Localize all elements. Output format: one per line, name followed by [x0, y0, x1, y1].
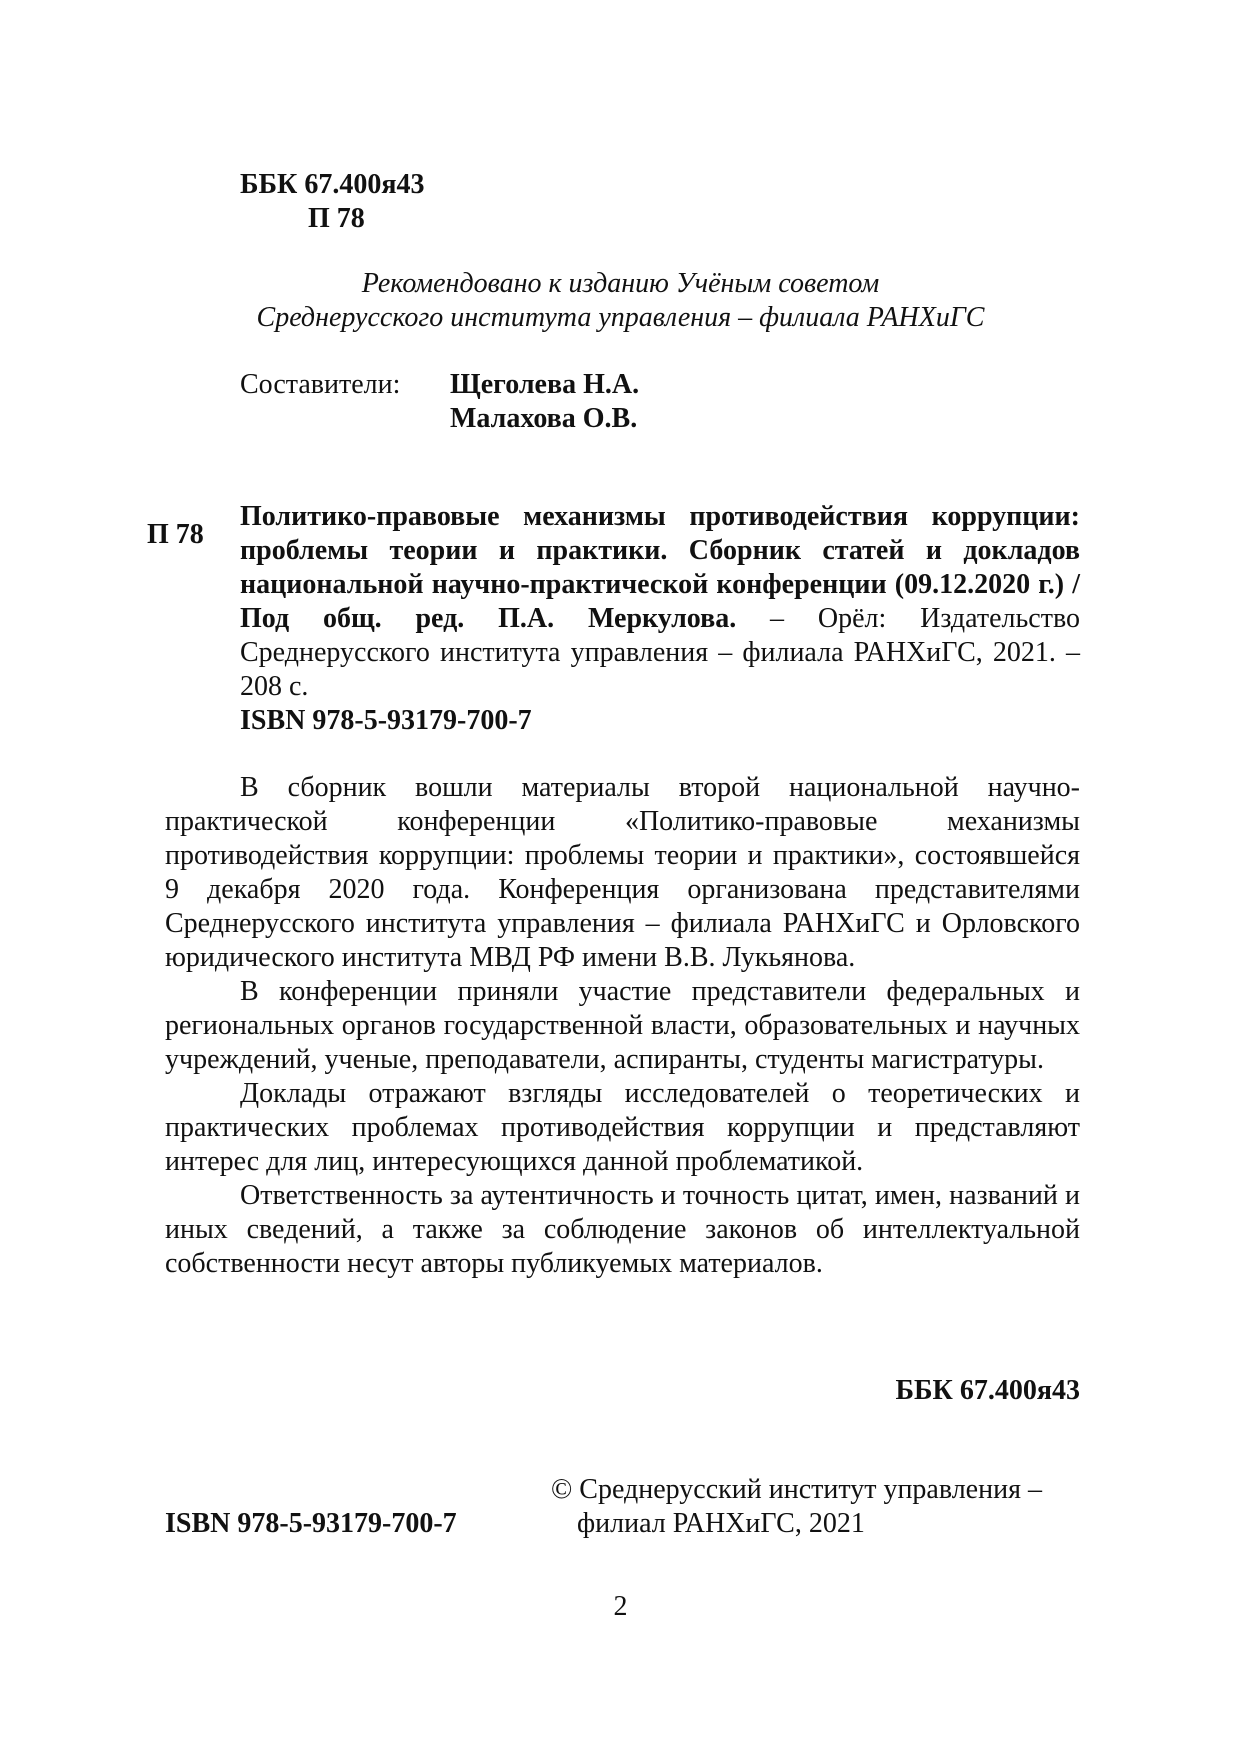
abstract	[165, 771, 1080, 1281]
compiler-name: Щеголева Н.А.	[450, 369, 640, 400]
footer-isbn: ISBN 978-5-93179-700-7	[165, 1508, 457, 1539]
compilers-list	[450, 368, 639, 436]
compilers-label: Составители:	[240, 369, 401, 400]
compiler-name: Малахова О.В.	[450, 403, 638, 434]
publication-recommendation	[160, 267, 1081, 335]
bbk-classification-bottom: ББК 67.400я43	[895, 1375, 1080, 1406]
bbk-classification: ББК 67.400я43	[240, 169, 425, 200]
entry-isbn: ISBN 978-5-93179-700-7	[240, 705, 532, 736]
bibliographic-entry	[240, 500, 1080, 738]
copyright-line-1: © Среднерусский институт управления –	[551, 1474, 1042, 1505]
entry-author-mark: П 78	[147, 519, 204, 550]
entry-description	[240, 500, 1080, 704]
recommendation-line-1: Рекомендовано к изданию Учёным советом	[361, 268, 880, 299]
abstract-paragraph: Доклады отражают взгляды исследователей о теоретических и практических проблемах противодействия коррупции и представляют интерес для лиц, интересующихся данной проблематикой.	[165, 1078, 1080, 1177]
copyright-notice	[551, 1473, 1081, 1541]
copyright-line-2: филиал РАНХиГС, 2021	[577, 1508, 865, 1539]
recommendation-line-2: Среднерусского института управления – филиала РАНХиГС	[256, 302, 985, 333]
author-mark: П 78	[308, 203, 365, 234]
abstract-paragraph: В сборник вошли материалы второй национальной научно-практической конференции «Политико-правовые механизмы противодействия коррупции: проблемы теории и практики», состоявшейся 9 декабря 2020 года. Конференция организована представителями Среднерусского института управления – филиала РАНХиГС и Орловского юридического института МВД РФ имени В.В. Лукьянова.	[165, 772, 1080, 973]
abstract-paragraph: В конференции приняли участие представители федеральных и региональных органов государственной власти, образовательных и научных учреждений, ученые, преподаватели, аспиранты, студенты магистратуры.	[165, 976, 1080, 1075]
page-number: 2	[613, 1591, 628, 1622]
entry-title: Политико-правовые механизмы противодействия коррупции: проблемы теории и практики. Сборник статей и докладов национальной научно-практической конференции (09.12.2020 г.) / Под общ. ред. П.А. Меркулова.	[240, 501, 1080, 634]
abstract-paragraph: Ответственность за аутентичность и точность цитат, имен, названий и иных сведений, а также за соблюдение законов об интеллектуальной собственности несут авторы публикуемых материалов.	[165, 1180, 1080, 1279]
entry-imprint: – Орёл: Издательство Среднерусского института управления – филиала РАНХиГС, 2021. – 208 с.	[240, 603, 1080, 702]
